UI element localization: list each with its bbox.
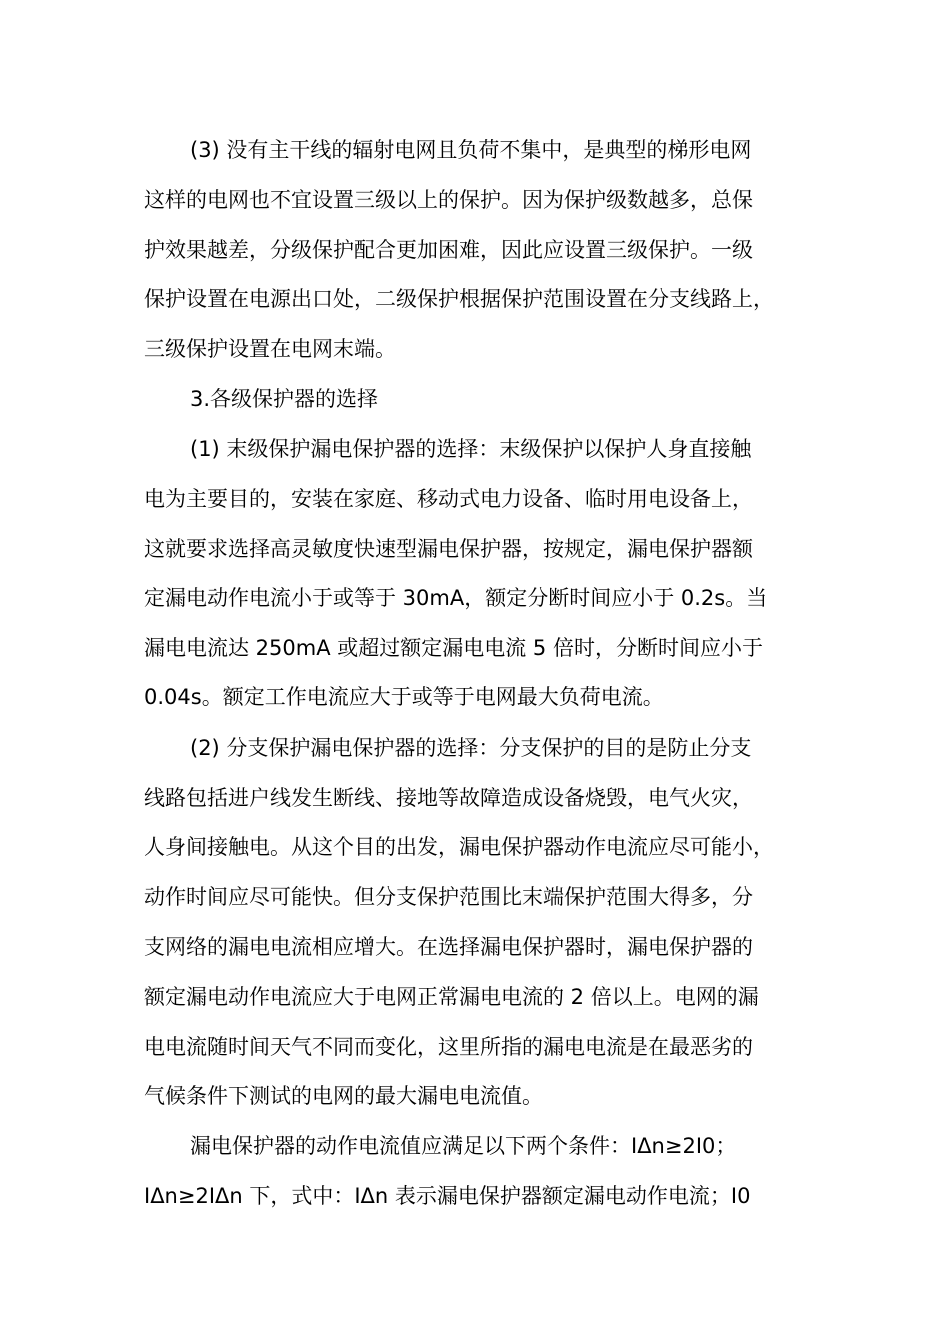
paragraph-2-line-6: 额定漏电动作电流应大于电网正常漏电电流的 2 倍以上。电网的漏 xyxy=(144,985,759,1009)
paragraph-1-line-6: 0.04s。额定工作电流应大于或等于电网最大负荷电流。 xyxy=(144,685,664,709)
paragraph-1-line-1: (1) 末级保护漏电保护器的选择：末级保护以保护人身直接触 xyxy=(190,437,752,461)
paragraph-3-line-5: 三级保护设置在电网末端。 xyxy=(144,337,396,361)
paragraph-3-line-3: 护效果越差，分级保护配合更加困难，因此应设置三级保护。一级 xyxy=(144,238,753,262)
paragraph-4-line-1: 漏电保护器的动作电流值应满足以下两个条件：IΔn≥2I0； xyxy=(190,1134,737,1158)
paragraph-2-line-1: (2) 分支保护漏电保护器的选择：分支保护的目的是防止分支 xyxy=(190,736,752,760)
paragraph-1-line-2: 电为主要目的，安装在家庭、移动式电力设备、临时用电设备上， xyxy=(144,487,753,511)
paragraph-2-line-8: 气候条件下测试的电网的最大漏电电流值。 xyxy=(144,1084,543,1108)
paragraph-2-line-5: 支网络的漏电电流相应增大。在选择漏电保护器时，漏电保护器的 xyxy=(144,935,753,959)
paragraph-4-line-2: IΔn≥2IΔn 下，式中：IΔn 表示漏电保护器额定漏电动作电流；I0 xyxy=(144,1184,751,1208)
paragraph-2-line-7: 电电流随时间天气不同而变化，这里所指的漏电电流是在最恶劣的 xyxy=(144,1035,753,1059)
paragraph-2-line-3: 人身间接触电。从这个目的出发，漏电保护器动作电流应尽可能小， xyxy=(144,835,774,859)
paragraph-3-line-4: 保护设置在电源出口处，二级保护根据保护范围设置在分支线路上， xyxy=(144,287,774,311)
paragraph-3-line-2: 这样的电网也不宜设置三级以上的保护。因为保护级数越多，总保 xyxy=(144,188,753,212)
paragraph-2-line-4: 动作时间应尽可能快。但分支保护范围比末端保护范围大得多，分 xyxy=(144,885,753,909)
section-heading: 3.各级保护器的选择 xyxy=(190,387,379,411)
paragraph-2-line-2: 线路包括进户线发生断线、接地等故障造成设备烧毁，电气火灾， xyxy=(144,786,753,810)
paragraph-1-line-3: 这就要求选择高灵敏度快速型漏电保护器，按规定，漏电保护器额 xyxy=(144,537,753,561)
paragraph-3-line-1: (3) 没有主干线的辐射电网且负荷不集中，是典型的梯形电网 xyxy=(190,138,752,162)
paragraph-1-line-5: 漏电电流达 250mA 或超过额定漏电电流 5 倍时，分断时间应小于 xyxy=(144,636,763,660)
paragraph-1-line-4: 定漏电动作电流小于或等于 30mA，额定分断时间应小于 0.2s。当 xyxy=(144,586,768,610)
